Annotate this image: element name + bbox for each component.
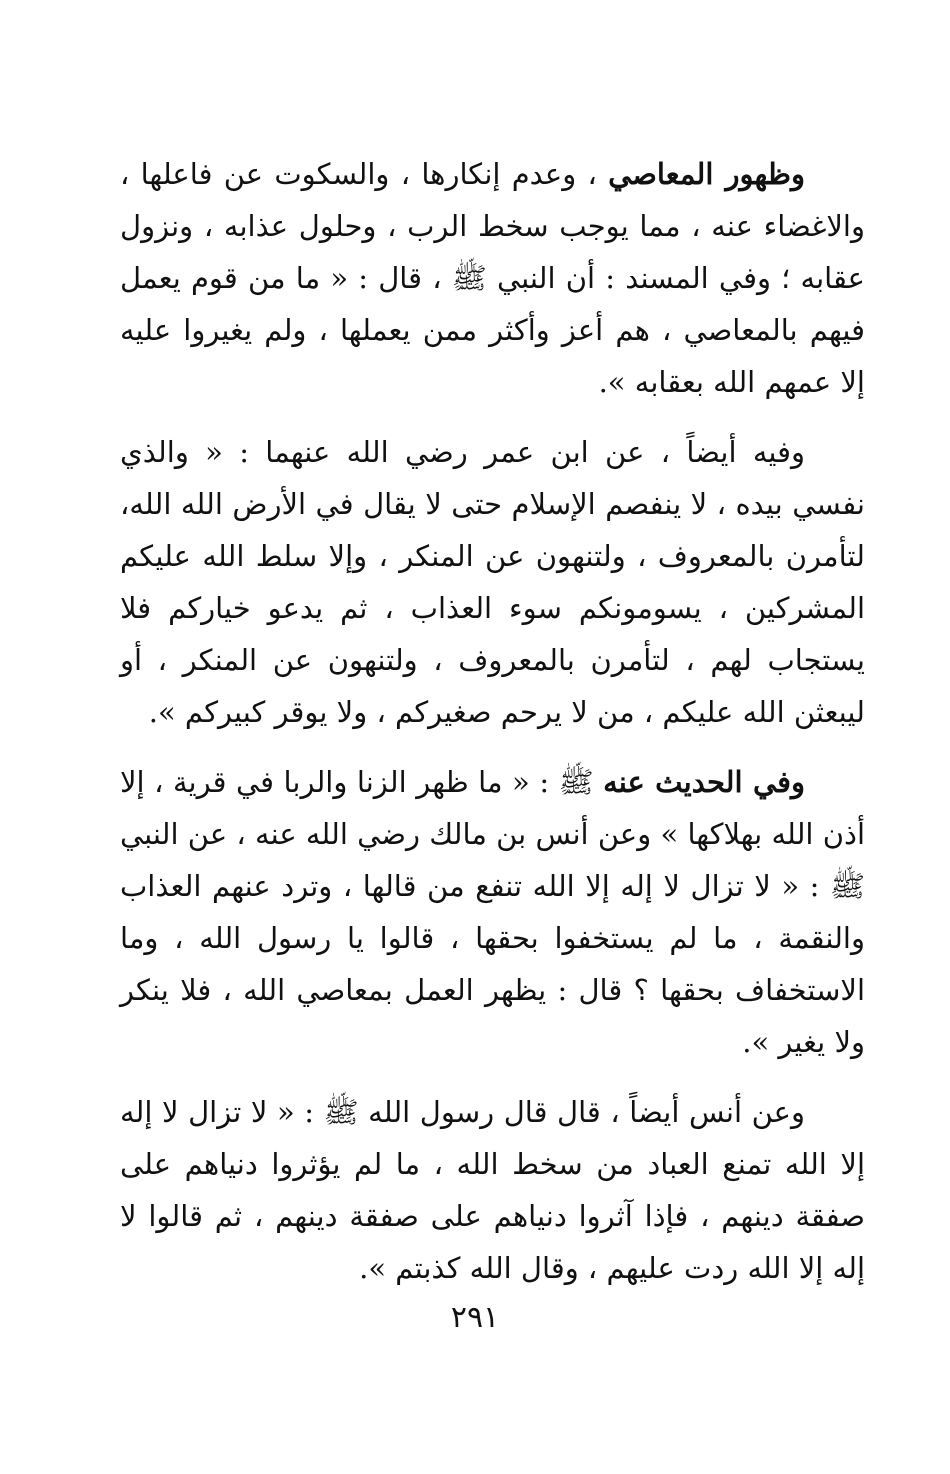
paragraph-3	[120, 756, 865, 1068]
paragraph-4	[120, 1086, 865, 1294]
paragraph-1	[120, 148, 865, 408]
paragraph-2-text: وفيه أيضاً ، عن ابن عمر رضي الله عنهما : « والذي نفسي بيده ، لا ينفصم الإسلام حتى لا يقال في الأرض الله الله، لتأمرن بالمعروف ، ولتنهون عن المنكر ، وإلا سلط الله عليكم المشركين ، يسومونكم سوء العذاب ، ثم يدعو خياركم فلا يستجاب لهم ، لتأمرن بالمعروف ، ولتنهون عن المنكر ، أو ليبعثن الله عليكم ، من لا يرحم صغيركم ، ولا يوقر كبيركم ».	[120, 435, 865, 729]
paragraph-3-lead: وفي الحديث عنه	[603, 765, 805, 799]
paragraph-3-text: ﷺ : « ما ظهر الزنا والربا في قرية ، إلا أذن الله بهلاكها » وعن أنس بن مالك رضي الله عنه ، عن النبي ﷺ : « لا تزال لا إله إلا الله تنفع من قالها ، وترد عنهم العذاب والنقمة ، ما لم يستخفوا بحقها ، قالوا يا رسول الله ، وما الاستخفاف بحقها ؟ قال : يظهر العمل بمعاصي الله ، فلا ينكر ولا يغير ».	[120, 765, 865, 1059]
paragraph-1-lead: وظهور المعاصي	[608, 157, 805, 191]
page-number: ٢٩١	[450, 1300, 500, 1335]
paragraph-2	[120, 426, 865, 738]
page-body	[120, 148, 865, 1294]
paragraph-4-text: وعن أنس أيضاً ، قال قال رسول الله ﷺ : « لا تزال لا إله إلا الله تمنع العباد من سخط الله ، ما لم يؤثروا دنياهم على صفقة دينهم ، فإذا آثروا دنياهم على صفقة دينهم ، ثم قالوا لا إله إلا الله ردت عليهم ، وقال الله كذبتم ».	[120, 1095, 865, 1285]
paragraph-1-text: ، وعدم إنكارها ، والسكوت عن فاعلها ، والاغضاء عنه ، مما يوجب سخط الرب ، وحلول عذابه ، ونزول عقابه ؛ وفي المسند : أن النبي ﷺ ، قال : « ما من قوم يعمل فيهم بالمعاصي ، هم أعز وأكثر ممن يعملها ، ولم يغيروا عليه إلا عمهم الله بعقابه ».	[120, 157, 865, 399]
